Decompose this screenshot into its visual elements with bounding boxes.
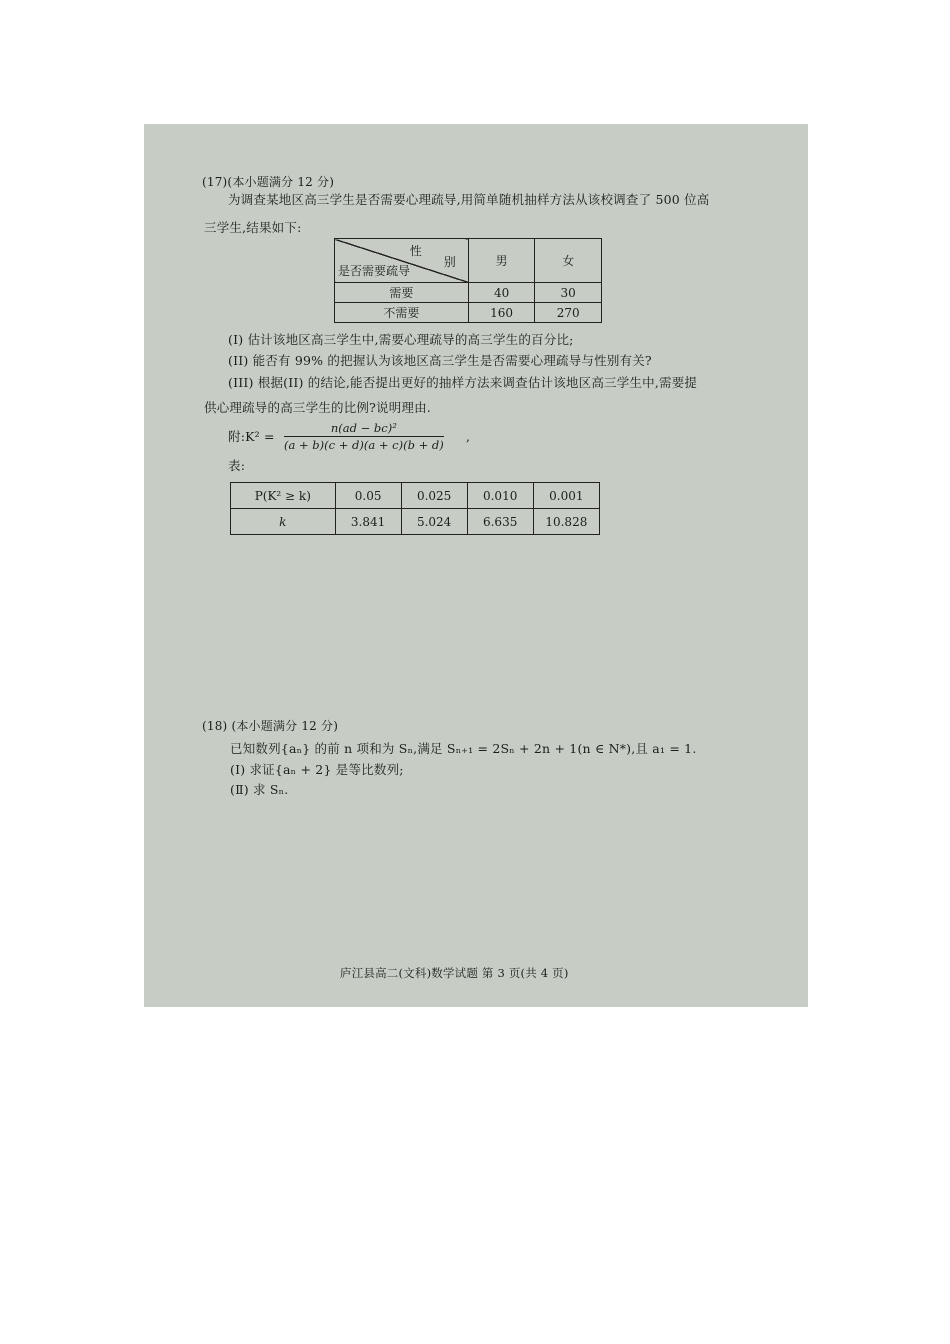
col-header-male: 男 [468,239,535,283]
table-row [231,483,600,509]
table-row [335,303,602,323]
row-label-probability: P(K² ≥ k) [231,483,336,509]
photographed-exam-page [144,124,808,1007]
survey-table-corner-cell [335,239,469,283]
cell-female: 30 [535,283,602,303]
cell-male: 160 [468,303,535,323]
cell-female: 270 [535,303,602,323]
row-label: 需要 [335,283,469,303]
q18-part2: (Ⅱ) 求 Sₙ. [230,782,289,797]
q17-part2: (II) 能否有 99% 的把握认为该地区高三学生是否需要心理疏导与性别有关? [228,353,652,368]
p-value-cell: 0.001 [533,483,599,509]
table-row [231,509,600,535]
k-value-cell: 6.635 [467,509,533,535]
formula-numerator: n(ad − bc)² [284,421,444,437]
formula-denominator: (a + b)(c + d)(a + c)(b + d) [284,438,444,452]
q17-part3-line1: (III) 根据(II) 的结论,能否提出更好的抽样方法来调查估计该地区高三学生中,需要提 [228,375,698,390]
p-value-cell: 0.05 [335,483,401,509]
q18-part1: (Ⅰ) 求证{aₙ + 2} 是等比数列; [230,762,404,777]
q17-part1: (I) 估计该地区高三学生中,需要心理疏导的高三学生的百分比; [228,332,574,347]
q18-line1: 已知数列{aₙ} 的前 n 项和为 Sₙ,满足 Sₙ₊₁ = 2Sₙ + 2n + 1(n ∈ N*),且 a₁ = 1. [230,741,697,756]
k2-formula-fraction [284,421,444,452]
q17-intro-line1: 为调查某地区高三学生是否需要心理疏导,用简单随机抽样方法从该校调查了 500 位高 [228,192,710,207]
critical-value-table [230,482,600,535]
q17-part3-line2: 供心理疏导的高三学生的比例?说明理由. [204,400,431,415]
table-label: 表: [228,458,246,473]
q17-intro-line2: 三学生,结果如下: [204,220,302,235]
corner-label-gender-2: 别 [443,255,456,269]
p-value-cell: 0.025 [401,483,467,509]
p-value-cell: 0.010 [467,483,533,509]
cell-male: 40 [468,283,535,303]
row-label-k: k [231,509,336,535]
corner-label-gender-1: 性 [409,244,422,258]
q18-header: (18) (本小题满分 12 分) [202,719,339,733]
corner-label-need: 是否需要疏导 [338,264,411,278]
formula-prefix: 附:K² = [228,429,275,444]
col-header-female: 女 [535,239,602,283]
table-row [335,283,602,303]
page-footer: 庐江县高二(文科)数学试题 第 3 页(共 4 页) [340,966,569,980]
q17-header: (17)(本小题满分 12 分) [202,175,335,189]
k-value-cell: 10.828 [533,509,599,535]
row-label: 不需要 [335,303,469,323]
formula-suffix: , [466,429,471,444]
k-value-cell: 3.841 [335,509,401,535]
k-value-cell: 5.024 [401,509,467,535]
survey-table [334,238,602,323]
